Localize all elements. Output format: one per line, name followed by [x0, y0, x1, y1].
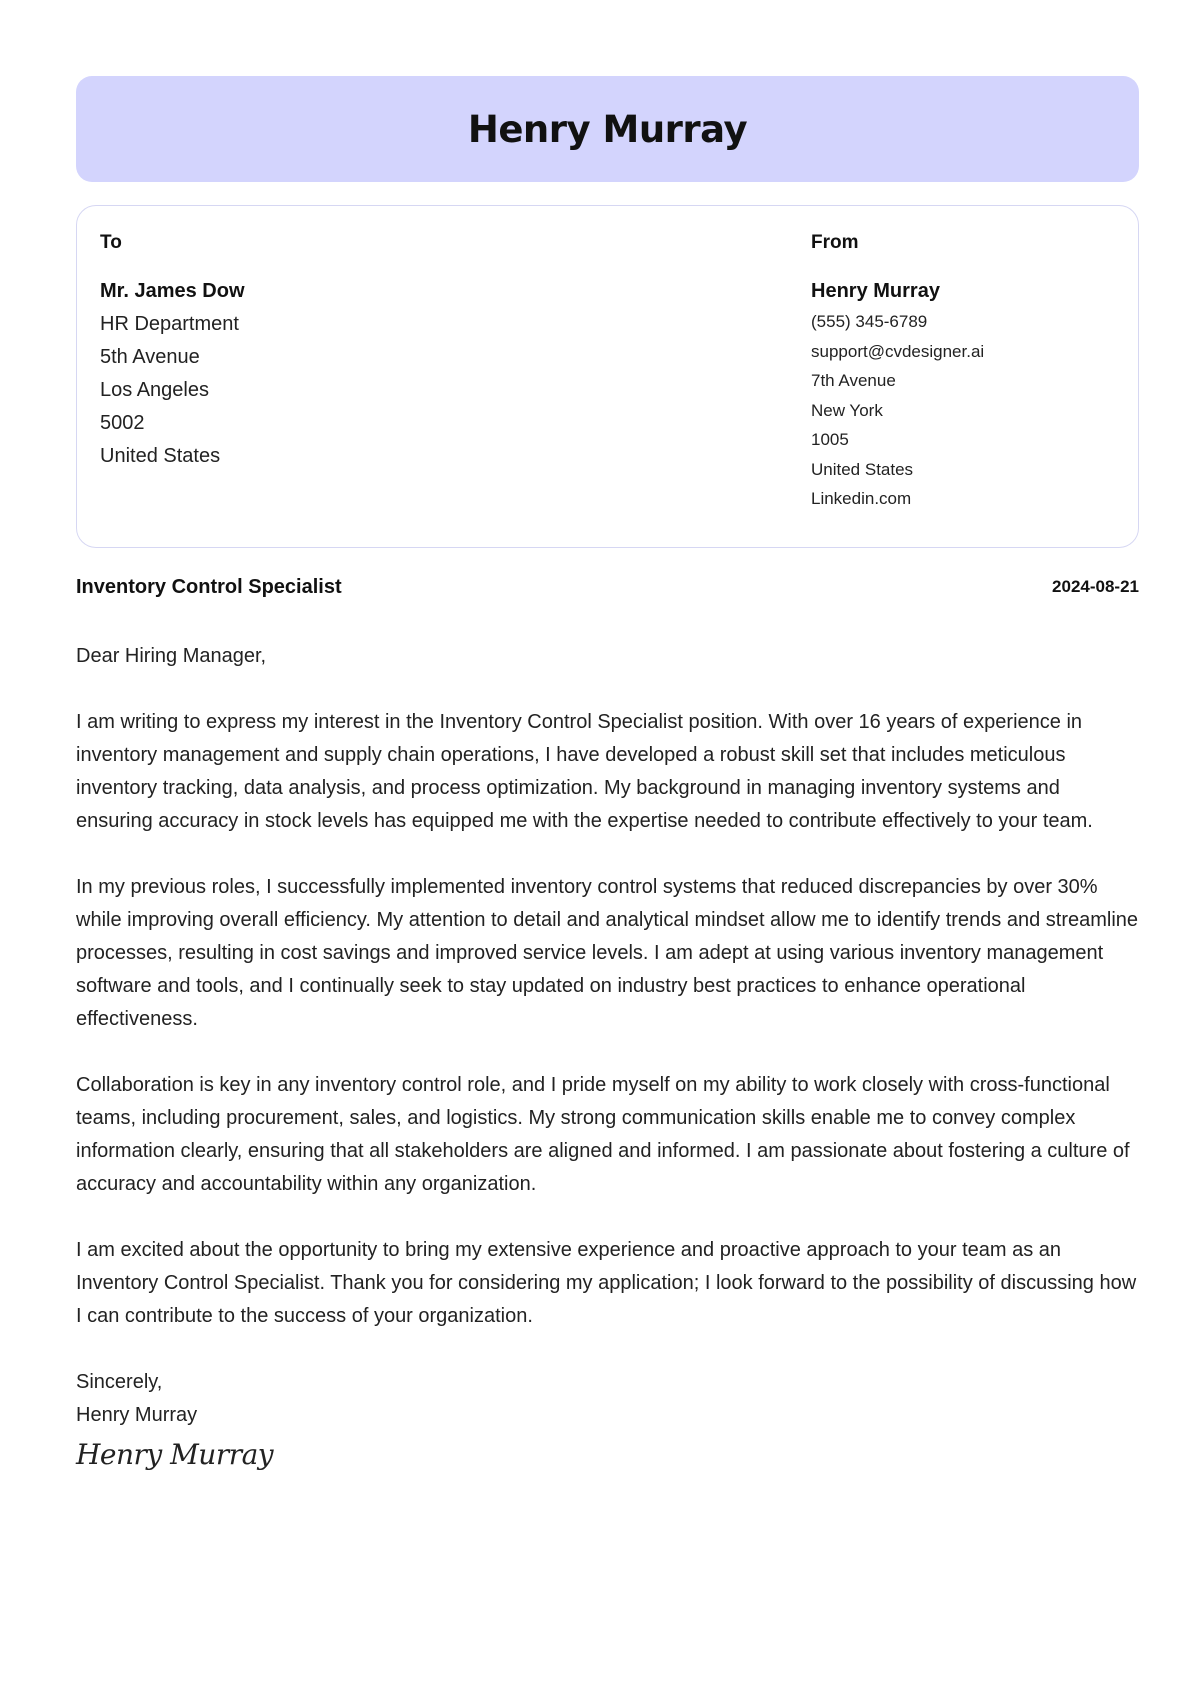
recipient-country: United States — [100, 445, 221, 467]
body-paragraph: I am excited about the opportunity to bring my extensive experience and proactive approach to your team as an Inventory Control Specialist. Thank you for considering my application; I look forward to the possibility of discussing how I can contribute to the success of your organization. — [76, 1239, 1137, 1327]
sender-linkedin: Linkedin.com — [811, 489, 912, 508]
recipient-name: Mr. James Dow — [100, 280, 245, 302]
sender-street: 7th Avenue — [811, 371, 896, 390]
recipient-city: Los Angeles — [100, 379, 209, 401]
applicant-name-heading: Henry Murray — [467, 107, 748, 151]
letter-body — [76, 640, 1139, 1471]
recipient-column — [100, 232, 245, 473]
recipient-street: 5th Avenue — [100, 346, 200, 368]
closing-name: Henry Murray — [76, 1404, 198, 1426]
letter-date: 2024-08-21 — [1052, 577, 1139, 596]
body-paragraph: Collaboration is key in any inventory control role, and I pride myself on my ability to work closely with cross-functional teams, including procurement, sales, and logistics. My strong communication skills enable me to convey complex information clearly, ensuring that all stakeholders are aligned and informed. I am passionate about fostering a culture of accuracy and accountability within any organization. — [76, 1074, 1130, 1195]
letter-meta-row — [76, 575, 1139, 599]
recipient-label: To — [100, 232, 122, 253]
recipient-department: HR Department — [100, 313, 239, 335]
body-paragraph: I am writing to express my interest in the Inventory Control Specialist position. With over 16 years of experience in inventory management and supply chain operations, I have developed a robust skill set that includes meticulous inventory tracking, data analysis, and process optimization. My background in managing inventory systems and ensuring accuracy in stock levels has equipped me with the expertise needed to contribute effectively to your team. — [76, 711, 1093, 832]
position-title: Inventory Control Specialist — [76, 575, 342, 598]
handwritten-signature: Henry Murray — [76, 1438, 274, 1471]
body-paragraph: In my previous roles, I successfully implemented inventory control systems that reduced discrepancies by over 30% while improving overall efficiency. My attention to detail and analytical mindset allow me to identify trends and streamline processes, resulting in cost savings and improved service levels. I am adept at using various inventory management software and tools, and I continually seek to stay updated on industry best practices to enhance operational effectiveness. — [76, 876, 1139, 1030]
header-banner — [76, 76, 1139, 182]
sender-phone: (555) 345-6789 — [811, 312, 928, 331]
recipient-address — [100, 308, 245, 473]
sender-postal-code: 1005 — [811, 430, 849, 449]
sender-details — [811, 307, 984, 514]
sender-city: New York — [811, 400, 883, 420]
sender-name: Henry Murray — [811, 280, 940, 302]
salutation: Dear Hiring Manager, — [76, 645, 267, 667]
cover-letter-page — [76, 76, 1139, 1471]
sender-label: From — [811, 232, 859, 253]
address-block — [76, 205, 1139, 548]
sender-country: United States — [811, 459, 914, 479]
recipient-postal-code: 5002 — [100, 412, 145, 434]
closing: Sincerely, — [76, 1371, 163, 1393]
sender-email: support@cvdesigner.ai — [811, 341, 985, 361]
sender-column — [811, 232, 984, 514]
